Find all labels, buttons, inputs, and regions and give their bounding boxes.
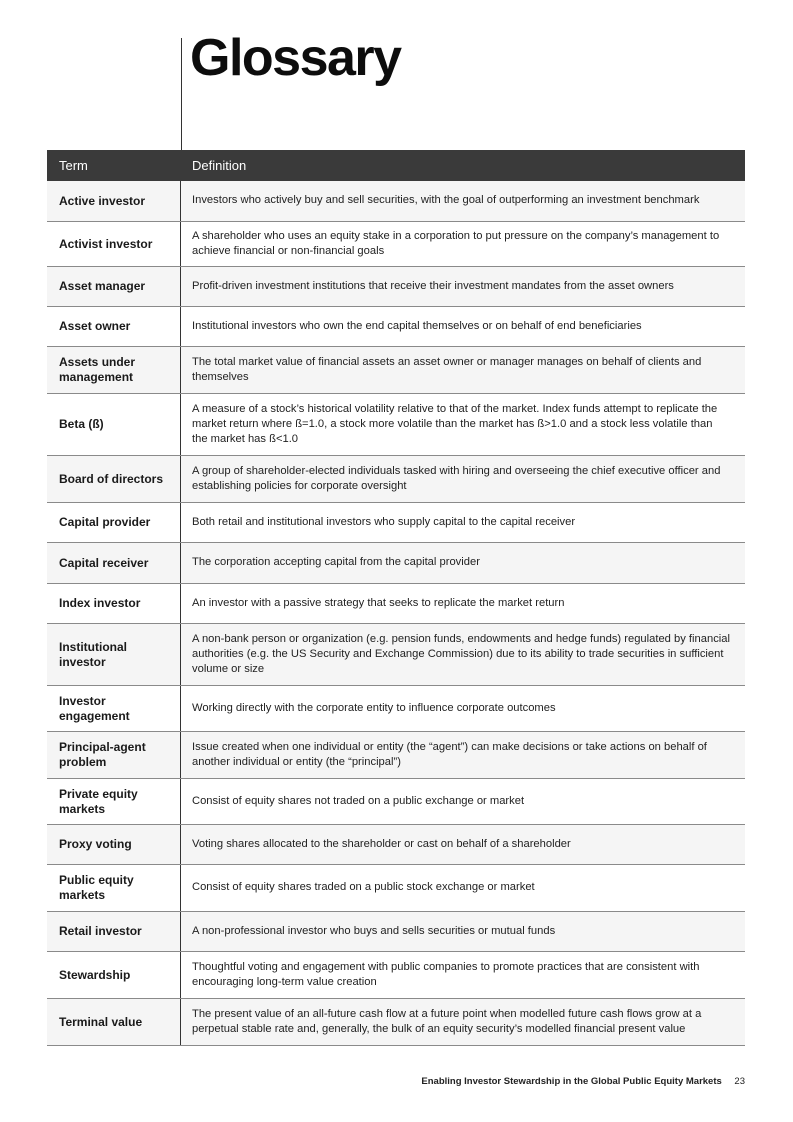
term-cell: Terminal value bbox=[47, 999, 181, 1045]
table-row bbox=[47, 267, 745, 307]
definition-cell: Thoughtful voting and engagement with public companies to promote practices that are consistent with encouraging long-term value creation bbox=[192, 960, 700, 988]
term-cell: Proxy voting bbox=[47, 825, 181, 864]
table-row bbox=[47, 456, 745, 503]
table-row bbox=[47, 543, 745, 584]
definition-cell: The corporation accepting capital from the capital provider bbox=[192, 556, 480, 569]
term-cell: Public equity markets bbox=[47, 865, 181, 911]
page-footer bbox=[421, 1076, 745, 1087]
definition-cell: Institutional investors who own the end capital themselves or on behalf of end beneficiaries bbox=[192, 319, 642, 332]
term-cell: Capital provider bbox=[47, 503, 181, 542]
term-cell: Beta (ß) bbox=[47, 394, 181, 455]
term-cell: Private equity markets bbox=[47, 779, 181, 824]
table-row bbox=[47, 347, 745, 394]
term-cell: Activist investor bbox=[47, 222, 181, 266]
table-row bbox=[47, 686, 745, 732]
definition-cell: Working directly with the corporate entity to influence corporate outcomes bbox=[192, 701, 556, 714]
definition-cell: Consist of equity shares traded on a public stock exchange or market bbox=[192, 881, 535, 894]
term-cell: Principal-agent problem bbox=[47, 732, 181, 778]
table-header bbox=[47, 150, 745, 181]
definition-cell: The total market value of financial assets an asset owner or manager manages on behalf of clients and themselves bbox=[192, 355, 702, 383]
term-cell: Institutional investor bbox=[47, 624, 181, 685]
definition-cell: Voting shares allocated to the shareholder or cast on behalf of a shareholder bbox=[192, 837, 571, 850]
table-row bbox=[47, 222, 745, 267]
table-row bbox=[47, 307, 745, 347]
term-cell: Investor engagement bbox=[47, 686, 181, 731]
glossary-table bbox=[47, 150, 745, 1046]
header-definition: Definition bbox=[192, 158, 247, 173]
definition-cell: An investor with a passive strategy that seeks to replicate the market return bbox=[192, 596, 565, 609]
page-title: Glossary bbox=[190, 29, 401, 87]
term-cell: Capital receiver bbox=[47, 543, 181, 583]
definition-cell: Investors who actively buy and sell securities, with the goal of outperforming an investment benchmark bbox=[192, 194, 700, 207]
table-row bbox=[47, 825, 745, 865]
definition-cell: Consist of equity shares not traded on a public exchange or market bbox=[192, 794, 525, 807]
page-number: 23 bbox=[734, 1076, 745, 1087]
definition-cell: A non-bank person or organization (e.g. pension funds, endowments and hedge funds) regulated by financial authorities (e.g. the US Security and Exchange Commission) due to its ability to trade securities in sufficient volume or size bbox=[192, 632, 730, 676]
term-cell: Assets under management bbox=[47, 347, 181, 393]
definition-cell: A shareholder who uses an equity stake in a corporation to put pressure on the company’s management to achieve financial or non-financial goals bbox=[192, 229, 720, 257]
definition-cell: Both retail and institutional investors who supply capital to the capital receiver bbox=[192, 515, 576, 528]
definition-cell: A non-professional investor who buys and sells securities or mutual funds bbox=[192, 924, 556, 937]
table-row bbox=[47, 865, 745, 912]
table-row bbox=[47, 394, 745, 456]
term-cell: Retail investor bbox=[47, 912, 181, 951]
table-row bbox=[47, 181, 745, 222]
table-row bbox=[47, 779, 745, 825]
table-row bbox=[47, 624, 745, 686]
definition-cell: A group of shareholder-elected individuals tasked with hiring and overseeing the chief executive officer and establishing policies for corporate oversight bbox=[192, 464, 721, 492]
title-divider-line bbox=[181, 38, 182, 150]
table-row bbox=[47, 584, 745, 624]
definition-cell: Profit-driven investment institutions that receive their investment mandates from the asset owners bbox=[192, 279, 674, 292]
table-row bbox=[47, 999, 745, 1046]
header-term: Term bbox=[59, 158, 88, 173]
term-cell: Asset manager bbox=[47, 267, 181, 306]
table-body bbox=[47, 181, 745, 1046]
definition-cell: A measure of a stock’s historical volatility relative to that of the market. Index funds attempt to replicate the market return where ß=1.0, a stock more volatile than the market has ß>1.0 and a stock less volatile than the market has ß<1.0 bbox=[192, 402, 718, 446]
term-cell: Stewardship bbox=[47, 952, 181, 998]
term-cell: Board of directors bbox=[47, 456, 181, 502]
table-row bbox=[47, 912, 745, 952]
definition-cell: Issue created when one individual or entity (the “agent”) can make decisions or take actions on behalf of another individual or entity (the “principal”) bbox=[192, 740, 707, 768]
term-cell: Index investor bbox=[47, 584, 181, 623]
definition-cell: The present value of an all-future cash flow at a future point when modelled future cash flows grow at a perpetual stable rate and, generally, the bulk of an equity security’s modelled financial present value bbox=[192, 1007, 702, 1035]
table-row bbox=[47, 952, 745, 999]
footer-title: Enabling Investor Stewardship in the Global Public Equity Markets bbox=[421, 1076, 722, 1087]
term-cell: Asset owner bbox=[47, 307, 181, 346]
table-row bbox=[47, 732, 745, 779]
term-cell: Active investor bbox=[47, 181, 181, 221]
table-row bbox=[47, 503, 745, 543]
